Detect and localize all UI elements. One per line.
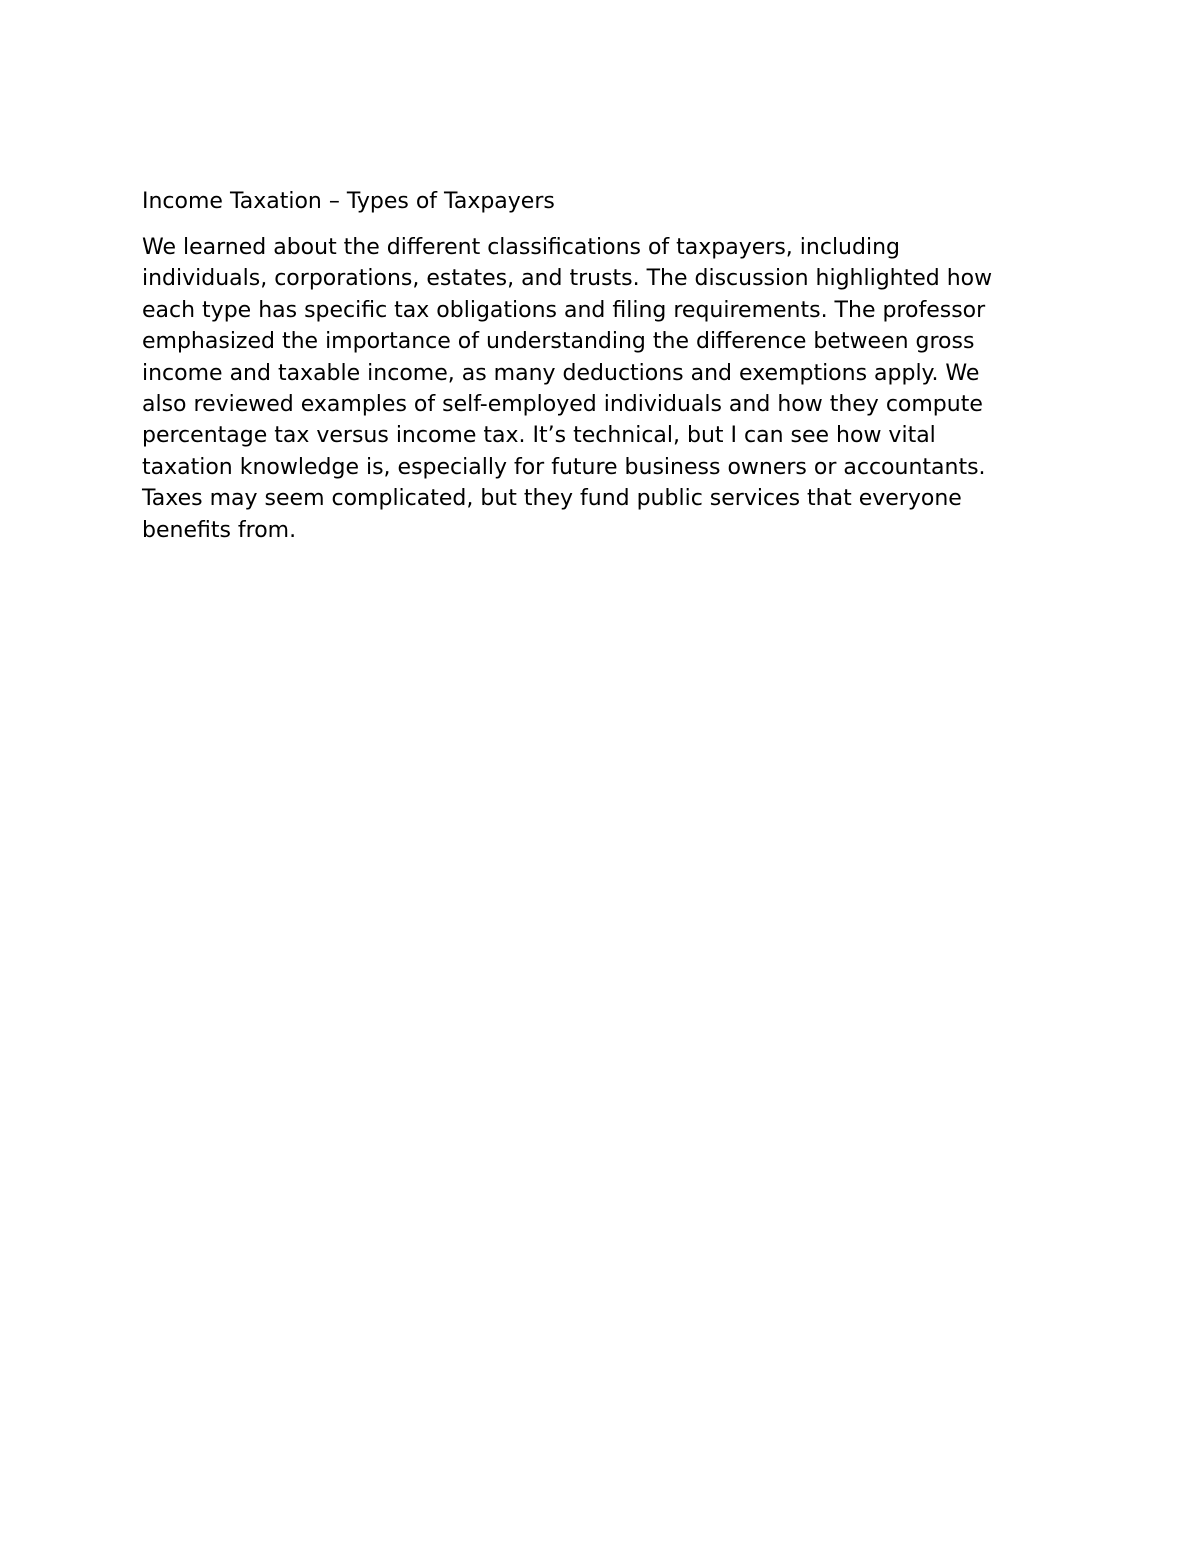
body-line: each type has specific tax obligations and filing requirements. The professor — [142, 297, 986, 323]
document-content — [142, 186, 1062, 546]
body-line: percentage tax versus income tax. It’s technical, but I can see how vital — [142, 423, 936, 449]
body-line: income and taxable income, as many deductions and exemptions apply. We — [142, 360, 980, 386]
body-line: individuals, corporations, estates, and trusts. The discussion highlighted how — [142, 266, 993, 292]
document-body — [142, 232, 1062, 546]
document-title: Income Taxation – Types of Taxpayers — [142, 189, 555, 214]
body-line: Taxes may seem complicated, but they fund public services that everyone — [142, 486, 962, 512]
body-line: taxation knowledge is, especially for future business owners or accountants. — [142, 454, 986, 480]
body-line: also reviewed examples of self-employed individuals and how they compute — [142, 392, 983, 418]
body-line: We learned about the different classifications of taxpayers, including — [142, 235, 900, 260]
body-line: emphasized the importance of understanding the difference between gross — [142, 329, 975, 355]
body-line: benefits from. — [142, 517, 297, 543]
